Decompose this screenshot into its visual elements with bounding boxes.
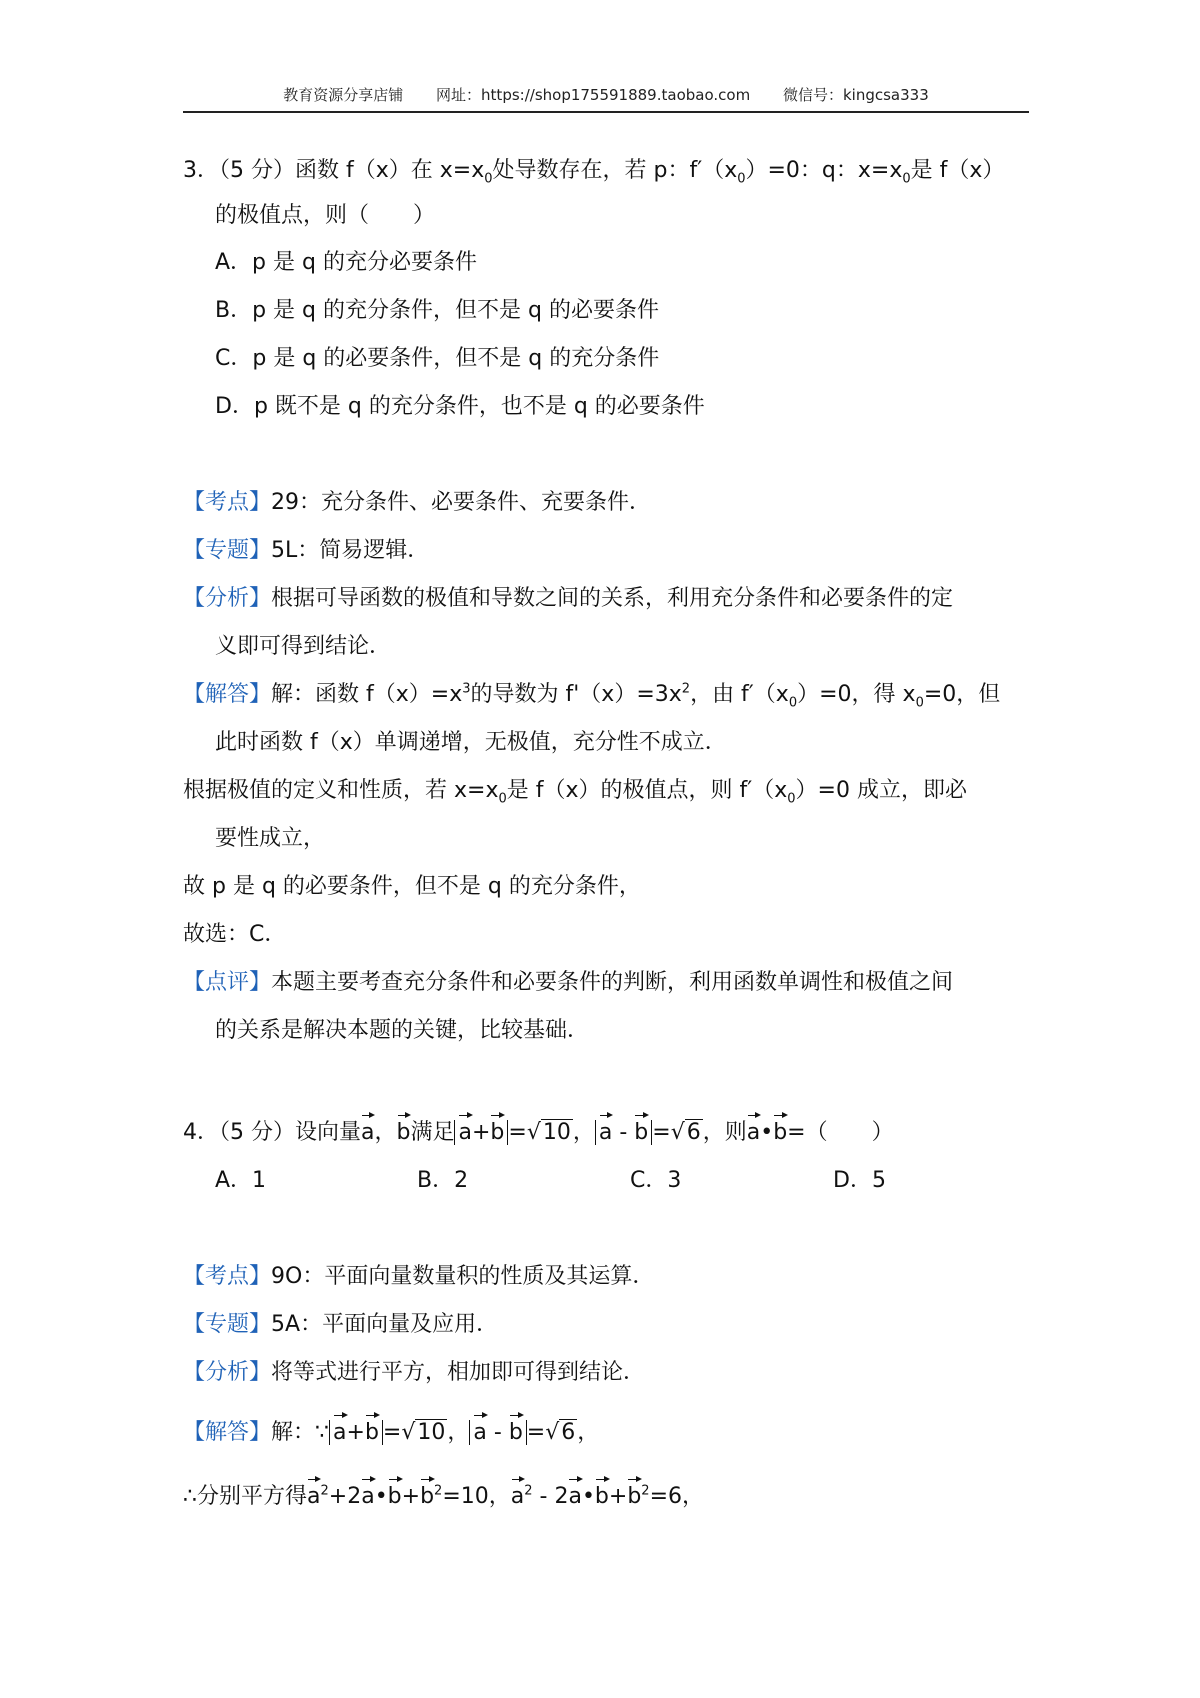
- q3-jieda-3: 根据极值的定义和性质，若 $x=x_0$是 f（x）的极值点，则 $f'(x_0)=0$ 成立，即必: [183, 778, 967, 807]
- q4-jieda-2: ∴分别平方得$a^2+2a•b+b^2=10$，$a^2$ - $2a•b+b^2=6$，: [183, 1476, 704, 1512]
- q3-stem-line2: 的极值点，则（ ）: [215, 203, 436, 228]
- q3-jieda-6: 故选：C．: [183, 922, 287, 947]
- q3-kaodian: 【考点】29：充分条件、必要条件、充要条件．: [183, 490, 652, 515]
- q4-option-a: A．1: [215, 1168, 267, 1193]
- header-url: 网址：https://shop175591889.taobao.com: [436, 86, 751, 104]
- q4-option-b: B．2: [417, 1168, 469, 1193]
- q3-jieda: 【解答】解：函数 $f(x)=x^3$的导数为 $f'(x)=3x^2$，由 $f'(x_0)=0$，得 $x_0=0$，但: [183, 681, 1001, 711]
- q4-jieda: 【解答】解：∵ a+b =√10， a - b =√6，: [183, 1412, 599, 1448]
- page-header: [183, 84, 1029, 113]
- q3-zhuanti: 【专题】5L：简易逻辑．: [183, 538, 430, 563]
- q4-zhuanti: 【专题】5A：平面向量及应用．: [183, 1312, 499, 1337]
- header-shop: 教育资源分享店铺: [283, 86, 404, 104]
- q4-stem: 4．（5 分）设向量a，b满足 a+b =√10， a - b =√6，则a•b=（ ）: [183, 1112, 894, 1148]
- q4-kaodian: 【考点】9O：平面向量数量积的性质及其运算．: [183, 1264, 655, 1289]
- q3-fenxi: 【分析】根据可导函数的极值和导数之间的关系，利用充分条件和必要条件的定: [183, 586, 954, 611]
- q4-option-c: C．3: [630, 1168, 682, 1193]
- header-wechat: 微信号：kingcsa333: [782, 86, 929, 104]
- q3-stem-line1: 3．（5 分）函数 f（x）在 $x=x_0$处导数存在，若 p：$f'(x_0)=0$：q：$x=x_0$是 f（x）: [183, 158, 1005, 187]
- q3-option-c: C．p 是 q 的必要条件，但不是 q 的充分条件: [215, 346, 660, 371]
- q3-jieda-4: 要性成立，: [215, 826, 326, 851]
- q3-dianping: 【点评】本题主要考查充分条件和必要条件的判断，利用函数单调性和极值之间: [183, 970, 954, 995]
- q4-option-d: D．5: [833, 1168, 886, 1193]
- q3-jieda-2: 此时函数 f（x）单调递增，无极值，充分性不成立．: [215, 730, 727, 755]
- q3-dianping-cont: 的关系是解决本题的关键，比较基础．: [215, 1018, 590, 1043]
- q3-fenxi-cont: 义即可得到结论．: [215, 634, 392, 659]
- q4-fenxi: 【分析】将等式进行平方，相加即可得到结论．: [183, 1360, 646, 1385]
- q3-jieda-5: 故 p 是 q 的必要条件，但不是 q 的充分条件，: [183, 874, 641, 899]
- q3-option-a: A．p 是 q 的充分必要条件: [215, 250, 477, 275]
- q3-option-d: D．p 既不是 q 的充分条件，也不是 q 的必要条件: [215, 394, 705, 419]
- q3-option-b: B．p 是 q 的充分条件，但不是 q 的必要条件: [215, 298, 659, 323]
